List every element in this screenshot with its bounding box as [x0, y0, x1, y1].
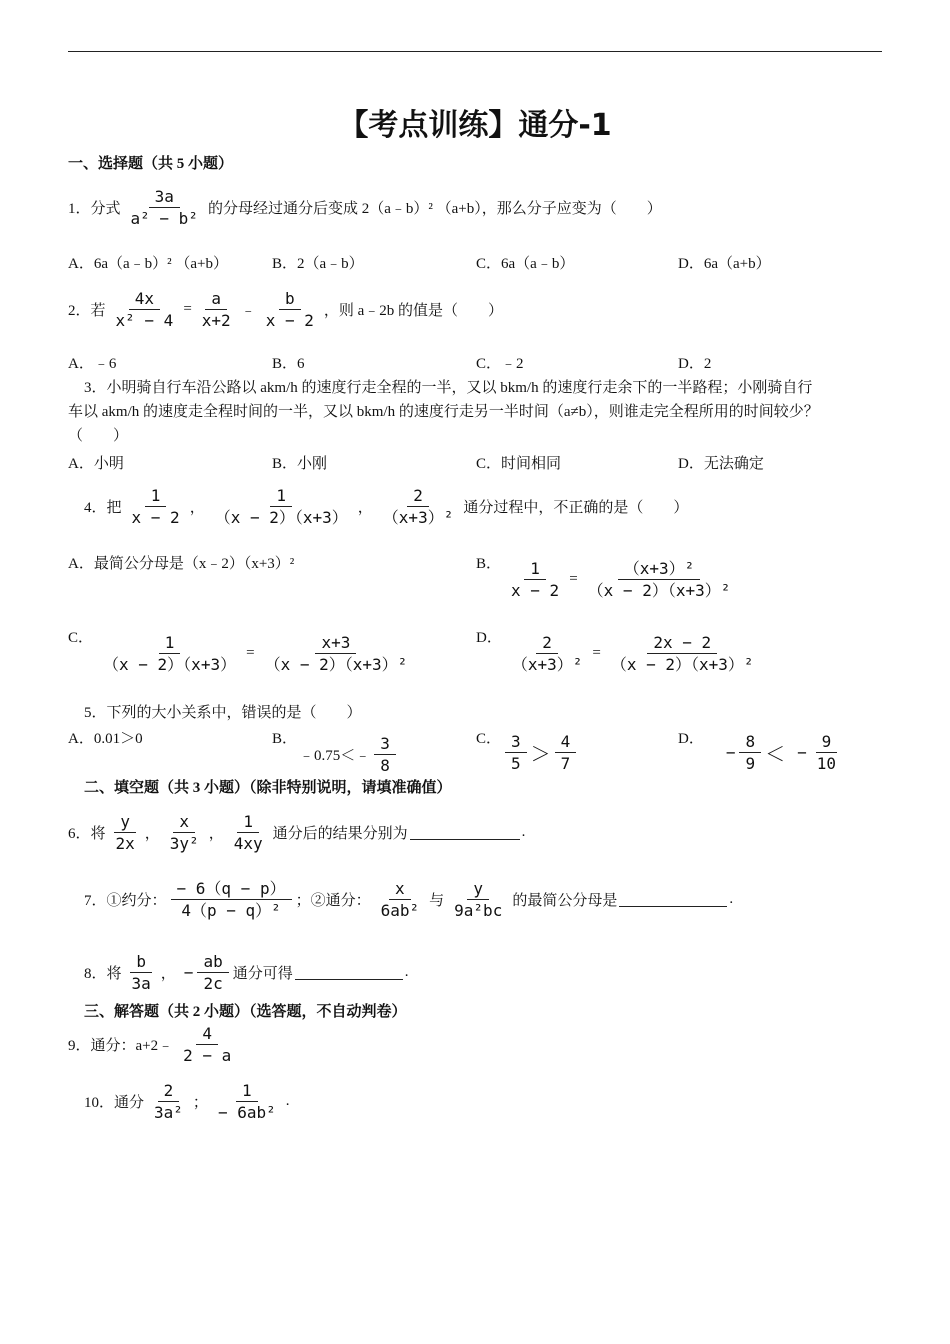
option-a[interactable]: A．0.01＞0	[68, 731, 143, 747]
option-a[interactable]: A．最简公分母是（x﹣2）（x+3）²	[68, 556, 295, 572]
option-b[interactable]: B． $\frac{1}{x - 2}$ = $\frac{\text{（x+3）²}}{\text{（x − 2）（x+3）²}}$	[476, 556, 731, 600]
option-c[interactable]: C． $\frac{3}{5}$ ＞ $\frac{4}{7}$	[476, 727, 578, 772]
question-6: 6．将 $\frac{y}{2x}$ ， $\frac{x}{\text{3y²}}$ ， $\frac{1}{4xy}$ 通分后的结果分别为 .	[68, 812, 526, 853]
answer-blank[interactable]	[295, 965, 403, 980]
question-3-line-3: （ ）	[68, 428, 129, 444]
question-2: 2．若 $\frac{4x}{\text{x² − 4}}$ = $\frac{a}{x+2}$ ﹣ $\frac{b}{x - 2}$ ，则 a﹣2b 的值是（ ）	[68, 289, 504, 330]
answer-blank[interactable]	[619, 892, 727, 907]
option-c[interactable]: C．时间相同	[476, 456, 562, 472]
question-10: 10．通分 $\frac{2}{\text{3a²}}$ ； $\frac{1}{\text{− 6ab²}}$ .	[84, 1081, 290, 1122]
option-c[interactable]: C．﹣2	[476, 356, 524, 372]
fraction: $\frac{3a}{\text{a² − b²}}$	[130, 187, 198, 228]
section-heading-answer: 三、解答题（共 2 小题）（选答题，不自动判卷）	[84, 1004, 407, 1020]
option-d[interactable]: D． $\frac{2}{\text{（x+3）²}}$ = $\frac{2x - 2}{\text{（x − 2）（x+3）²}}$	[476, 630, 754, 674]
option-d[interactable]: D．2	[678, 356, 712, 372]
option-b[interactable]: B． ﹣0.75＜﹣ $\frac{3}{8}$	[272, 727, 398, 774]
section-heading-fill: 二、填空题（共 3 小题）（除非特别说明，请填准确值）	[84, 780, 452, 796]
option-a[interactable]: A．6a（a﹣b）² （a+b）	[68, 256, 229, 272]
option-b[interactable]: B．6	[272, 356, 305, 372]
question-5: 5．下列的大小关系中，错误的是（ ）	[84, 705, 362, 721]
option-d[interactable]: D． − $\frac{8}{9}$ ＜ − $\frac{9}{10}$	[678, 731, 837, 773]
option-c[interactable]: C． $\frac{1}{(x - 2)(x+3)}$ = $\frac{x+3}{\text{（x − 2）（x+3）²}}$	[68, 630, 408, 674]
question-3-line-1: 3．小明骑自行车沿公路以 akm/h 的速度行走全程的一半，又以 bkm/h 的速度行走余下的一半路程；小刚骑自行	[84, 380, 813, 396]
option-d[interactable]: D．6a（a+b）	[678, 256, 771, 272]
header-rule	[68, 51, 882, 52]
question-9: 9．通分：a+2﹣ $\frac{4}{2 - a}$	[68, 1024, 232, 1065]
option-c[interactable]: C．6a（a﹣b）	[476, 256, 575, 272]
option-a[interactable]: A．﹣6	[68, 356, 117, 372]
page-title: 【考点训练】通分-1	[338, 108, 612, 143]
question-7: 7．①约分： $\frac{- 6(q - p)}{\text{4（p − q）²}}$ ；②通分： $\frac{x}{\text{6ab²}}$ 与 $\frac{y}{\text{9a²bc}}$ 的最简公分母是 .	[84, 879, 734, 920]
option-a[interactable]: A．小明	[68, 456, 124, 472]
question-4: 4．把 $\frac{1}{x - 2}$ ， $\frac{1}{(x - 2)(x+3)}$ ， $\frac{2}{\text{（x+3）²}}$ 通分过程中，不正确的是（ ）	[84, 486, 689, 527]
answer-blank[interactable]	[410, 825, 520, 840]
question-3-line-2: 车以 akm/h 的速度走全程时间的一半，又以 bkm/h 的速度行走另一半时间（a≠b），则谁走完全程所用的时间较少？	[68, 404, 819, 420]
option-b[interactable]: B．小刚	[272, 456, 328, 472]
section-heading-choice: 一、选择题（共 5 小题）	[68, 156, 234, 172]
question-8: 8．将 $\frac{b}{3a}$ ， − $\frac{ab}{2c}$ 通分可得 .	[84, 952, 409, 993]
option-d[interactable]: D．无法确定	[678, 456, 764, 472]
question-1: 1．分式 $\frac{3a}{\text{a² − b²}}$ 的分母经过通分后变成 2（a﹣b）² （a+b），那么分子应变为（ ）	[68, 187, 662, 228]
option-b[interactable]: B．2（a﹣b）	[272, 256, 364, 272]
